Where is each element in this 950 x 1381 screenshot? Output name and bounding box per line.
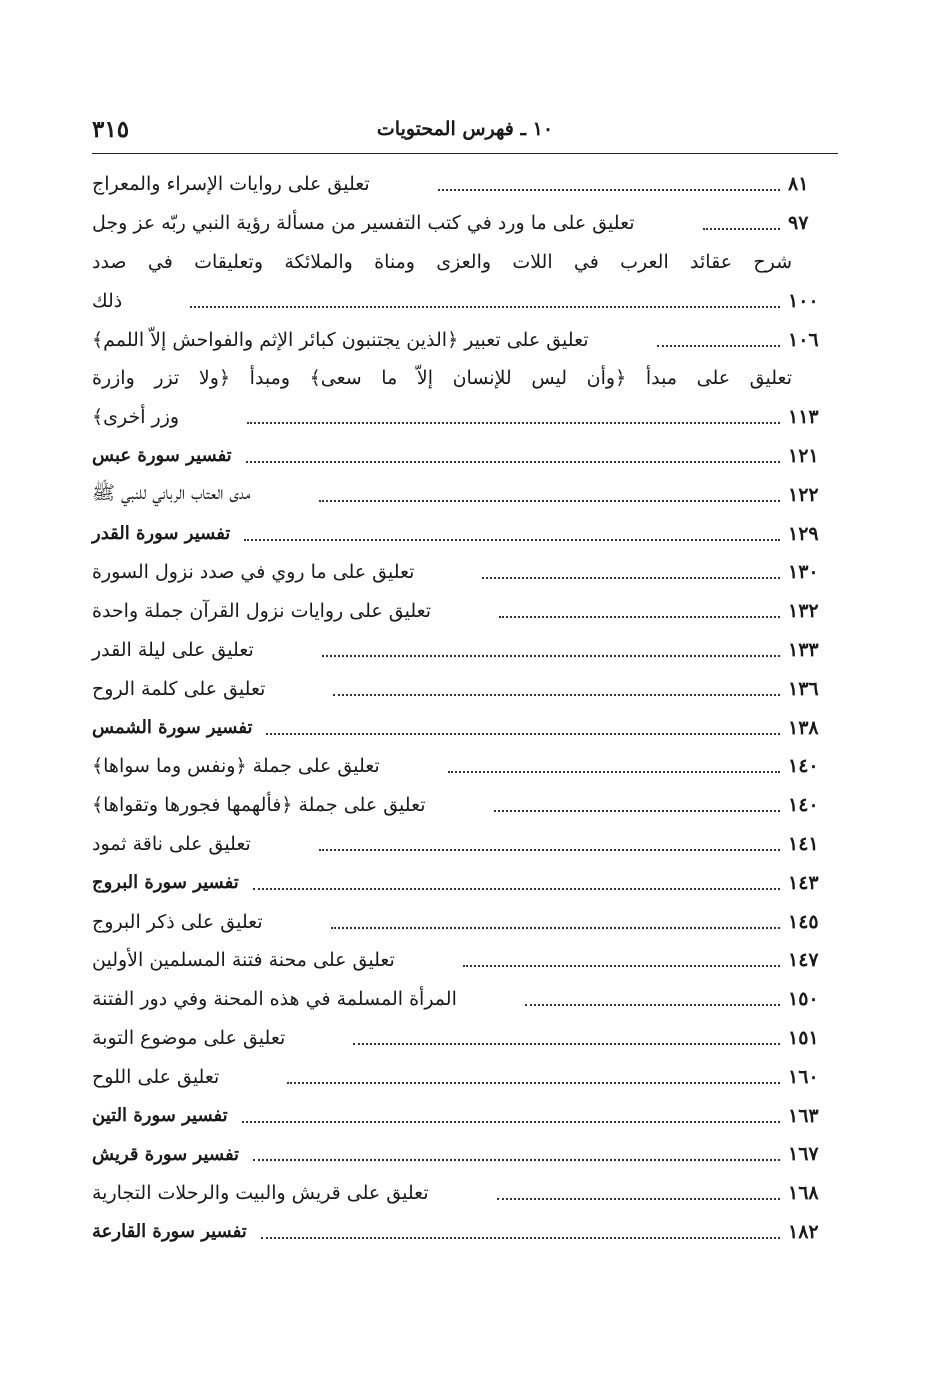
- toc-entry-title: تفسير سورة القدر: [92, 523, 231, 545]
- toc-entry-title: ذلك: [92, 289, 123, 312]
- toc-entry: [92, 747, 846, 786]
- toc-entry-page: ١٣٣: [788, 638, 819, 661]
- header-page-number: ٣١٥: [92, 116, 130, 143]
- toc-entry-page: ١٤٣: [788, 871, 819, 894]
- toc-entry: [92, 1057, 846, 1096]
- toc-entry-title: تعليق على اللوح: [92, 1065, 220, 1088]
- toc-entry-page: ١١٣: [788, 406, 819, 429]
- toc-section-entry: [92, 1096, 846, 1135]
- dot-leader: [190, 306, 780, 308]
- dot-leader: [287, 1082, 780, 1084]
- toc-entry: [92, 165, 846, 204]
- dot-leader: [703, 228, 780, 230]
- toc-section-entry: [92, 1213, 846, 1252]
- toc-entry-page: ١٤٥: [788, 910, 819, 933]
- toc-entry-title: تعليق على ما ورد في كتب التفسير من مسألة رؤية النبي ربّه عز وجل: [92, 212, 635, 235]
- toc-entry-title: تفسير سورة التين: [92, 1105, 228, 1127]
- dot-leader: [353, 1043, 780, 1045]
- toc-section-entry: [92, 514, 846, 553]
- toc-entry: [92, 398, 846, 437]
- dot-leader: [253, 888, 780, 890]
- toc-entry-page: ١٤٧: [788, 949, 819, 972]
- dot-leader: [499, 616, 780, 618]
- toc-entry-page: ١٤١: [788, 832, 819, 855]
- toc-entry-title: تعليق على ناقة ثمود: [92, 832, 251, 855]
- toc-entry: [92, 902, 846, 941]
- dot-leader: [497, 1198, 780, 1200]
- toc-entry-page: ١٦٠: [788, 1065, 819, 1088]
- toc-section-entry: [92, 708, 846, 747]
- dot-leader: [242, 1121, 780, 1123]
- toc-entry: [92, 825, 846, 864]
- dot-leader: [331, 927, 780, 929]
- header-divider: [92, 153, 838, 154]
- dot-leader: [319, 849, 780, 851]
- toc-entry-page: ١٢٩: [788, 522, 819, 545]
- toc-entry-page: ١٣٨: [788, 716, 819, 739]
- dot-leader: [322, 655, 780, 657]
- toc-entry: [92, 1019, 846, 1058]
- toc-entry-title: تعليق على روايات نزول القرآن جملة واحدة: [92, 600, 432, 623]
- toc-entry-page: ١٠٦: [788, 328, 819, 351]
- toc-entry-title: تفسير سورة البروج: [92, 872, 239, 894]
- dot-leader: [253, 1159, 780, 1161]
- toc-entry-title: تعليق على ما روي في صدد نزول السورة: [92, 561, 415, 584]
- header-title: ١٠ ـ فهرس المحتويات: [376, 118, 554, 140]
- toc-entry-title: تفسير سورة قريش: [92, 1143, 240, 1165]
- toc-entry-title: تعليق على قريش والبيت والرحلات التجارية: [92, 1182, 429, 1205]
- toc-entry-page: ١٣٠: [788, 561, 819, 584]
- dot-leader: [448, 771, 780, 773]
- toc-entry: [92, 320, 846, 359]
- toc-entry-page: ١٣٦: [788, 677, 819, 700]
- toc-entry-title: تعليق على محنة فتنة المسلمين الأولين: [92, 949, 395, 972]
- toc-entry: [92, 941, 846, 980]
- toc-entry-page: ١٢١: [788, 444, 819, 467]
- toc-entry-title: وزر أخرى﴾: [92, 406, 180, 429]
- toc-entry-page: ٨١: [788, 173, 809, 196]
- toc-entry-title: تعليق على تعبير ﴿الذين يجتنبون كبائر الإثم والفواحش إلاّ اللمم﴾: [92, 328, 589, 351]
- toc-entry-title: شرح عقائد العرب في اللات والعزى ومناة والملائكة وتعليقات في صدد: [92, 250, 792, 273]
- dot-leader: [246, 461, 780, 463]
- toc-entry-title: تعليق على روايات الإسراء والمعراج: [92, 173, 370, 196]
- toc-entry-title: تفسير سورة الشمس: [92, 717, 253, 739]
- toc-entry-page: ٩٧: [788, 212, 809, 235]
- toc-entry-page: ١٤٠: [788, 755, 819, 778]
- toc-entry-title: تعليق على ذكر البروج: [92, 910, 263, 933]
- toc-entry: [92, 669, 846, 708]
- dot-leader: [438, 189, 780, 191]
- toc-entry-title: تفسير سورة عبس: [92, 445, 232, 467]
- toc-entry: [92, 204, 846, 243]
- dot-leader: [319, 500, 781, 502]
- toc-entry: [92, 475, 846, 514]
- dot-leader: [244, 539, 780, 541]
- toc-entry-page: ١٨٢: [788, 1220, 819, 1243]
- dot-leader: [247, 422, 780, 424]
- toc-entry: [92, 592, 846, 631]
- dot-leader: [494, 810, 780, 812]
- toc-entry-page: ١٠٠: [788, 289, 819, 312]
- toc-entry: [92, 281, 846, 320]
- toc-section-entry: [92, 863, 846, 902]
- toc-entry: [92, 631, 846, 670]
- toc-entry-page: ١٥٠: [788, 988, 819, 1011]
- toc-entry-page: ١٦٨: [788, 1182, 819, 1205]
- toc-entry-title: تعليق على جملة ﴿ونفس وما سواها﴾: [92, 755, 380, 778]
- toc-section-entry: [92, 437, 846, 476]
- toc-entry-page: ١٢٢: [788, 483, 819, 506]
- toc-entry-title: تعليق على موضوع التوبة: [92, 1026, 286, 1049]
- toc-entry-page: ١٥١: [788, 1026, 819, 1049]
- toc-entry-page: ١٦٧: [788, 1143, 819, 1166]
- toc-entry-title: تعليق على ليلة القدر: [92, 638, 254, 661]
- toc-entry-title: تفسير سورة القارعة: [92, 1221, 247, 1243]
- toc-entry-title: تعليق على كلمة الروح: [92, 677, 266, 700]
- dot-leader: [463, 965, 780, 967]
- toc-entry: [92, 1174, 846, 1213]
- toc-entry-page: ١٦٣: [788, 1104, 819, 1127]
- toc-entry: [92, 243, 846, 282]
- toc-entry-title: المرأة المسلمة في هذه المحنة وفي دور الفتنة: [92, 988, 457, 1011]
- dot-leader: [333, 694, 780, 696]
- toc-entry-title: مدى العتاب الرباني للنبي ﷺ: [92, 481, 251, 504]
- dot-leader: [482, 577, 780, 579]
- toc-entry: [92, 359, 846, 398]
- toc-section-entry: [92, 1135, 846, 1174]
- toc-entry-title: تعليق على جملة ﴿فألهمها فجورها وتقواها﴾: [92, 794, 426, 817]
- dot-leader: [525, 1004, 780, 1006]
- dot-leader: [657, 345, 780, 347]
- dot-leader: [261, 1237, 780, 1239]
- toc-entry-title: تعليق على مبدأ ﴿وأن ليس للإنسان إلاّ ما سعى﴾ ومبدأ ﴿ولا تزر وازرة: [92, 367, 792, 390]
- dot-leader: [266, 733, 780, 735]
- toc-entry: [92, 553, 846, 592]
- toc-entry-page: ١٣٢: [788, 600, 819, 623]
- toc-entry: [92, 980, 846, 1019]
- toc-entry: [92, 786, 846, 825]
- running-header: [92, 112, 838, 152]
- table-of-contents: [92, 165, 846, 1251]
- toc-entry-page: ١٤٠: [788, 794, 819, 817]
